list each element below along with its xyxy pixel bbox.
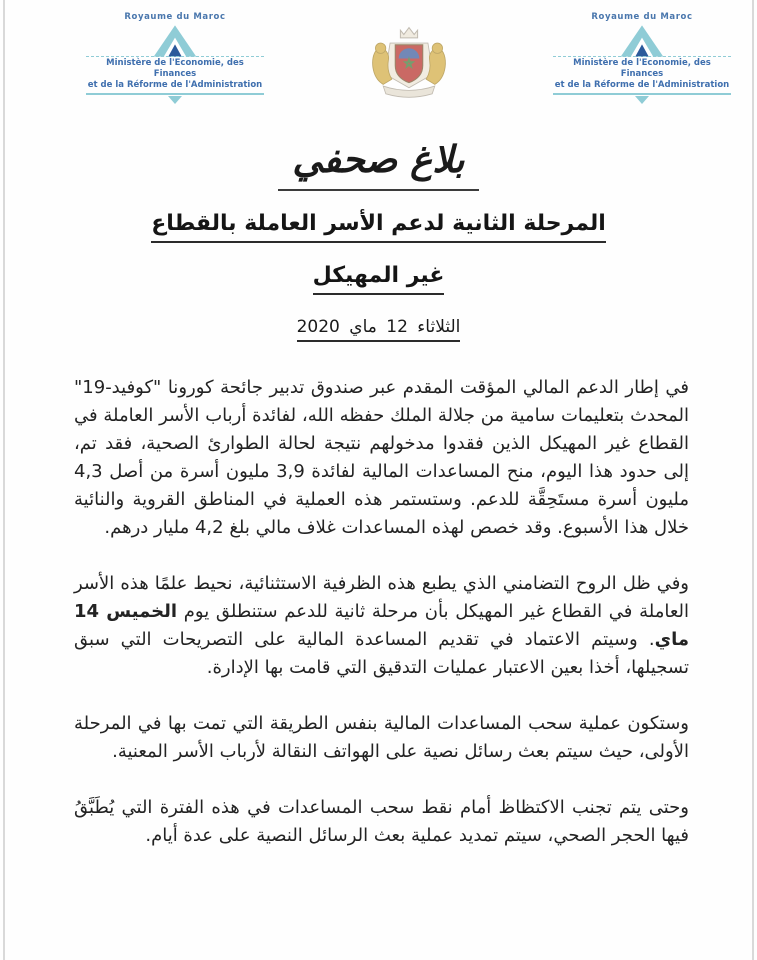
- ministry-triangle-icon: [614, 24, 670, 58]
- kingdom-label: Royaume du Maroc: [124, 12, 226, 22]
- press-release-title: [0, 138, 757, 191]
- moroccan-royal-emblem-icon: [366, 24, 452, 100]
- subtitle-line2: غير المهيكل: [0, 263, 757, 295]
- coat-of-arms: [366, 24, 452, 104]
- press-release-title-text: بلاغ صحفي: [278, 138, 478, 191]
- paragraph-1: في إطار الدعم المالي المؤقت المقدم عبر صندوق تدبير جائحة كورونا "كوفيد-19" المحدث بتعليمات سامية من جلالة الملك حفظه الله، لفائدة أرباب الأسر العاملة في القطاع غير المهيكل الذين فقدوا مدخولهم نتيجة لحالة الطوارئ الصحية، فقد تم، إلى حدود هذا اليوم، منح المساعدات المالية لفائدة 3,9 مليون أسرة من أصل 4,3 مليون أسرة مستَحِقَّة للدعم. وستستمر هذه العملية في المناطق القروية والنائية خلال هذا الأسبوع. وقد خصص لهذه المساعدات غلاف مالي بلغ 4,2 مليار درهم.: [74, 377, 689, 538]
- ministry-name-line2: et de la Réforme de l'Administration: [87, 80, 263, 90]
- dateline: [0, 317, 757, 342]
- paragraph-2-bold-date: الخميس 14 ماي: [74, 601, 689, 650]
- page-left-edge: [3, 0, 5, 960]
- subtitle-line1: المرحلة الثانية لدعم الأسر العاملة بالقطاع: [0, 211, 757, 243]
- ministry-name-line2: et de la Réforme de l'Administration: [554, 80, 730, 90]
- kingdom-label: Royaume du Maroc: [591, 12, 693, 22]
- body-text: [74, 374, 689, 850]
- ministry-triangle-icon: [147, 24, 203, 58]
- ministry-logo-left: [86, 12, 264, 104]
- paragraph-2-post: . وسيتم الاعتماد في تقديم المساعدة المالية على التصريحات التي سبق تسجيلها، أخذا بعين الاعتبار عمليات التدقيق التي قامت بها الإدارة.: [74, 629, 689, 678]
- paragraph-3: وستكون عملية سحب المساعدات المالية بنفس الطريقة التي تمت بها في المرحلة الأولى، حيث سيتم بعث رسائل نصية على الهواتف النقالة لأرباب الأسر المعنية.: [74, 713, 689, 762]
- ministry-name-line1: Ministère de l'Economie, des Finances: [106, 58, 244, 79]
- ministry-name: [86, 56, 264, 95]
- page-right-edge: [752, 0, 754, 960]
- paragraph-2-pre: وفي ظل الروح التضامني الذي يطبع هذه الظرفية الاستثنائية، نحيط علمًا هذه الأسر العاملة في القطاع غير المهيكل بأن مرحلة ثانية للدعم ستنطلق يوم: [74, 573, 690, 622]
- paragraph-2: [74, 570, 689, 682]
- paragraph-4: وحتى يتم تجنب الاكتظاظ أمام نقط سحب المساعدات في هذه الفترة التي يُطَبَّقُ فيها الحجر الصحي، سيتم تمديد عملية بعث الرسائل النصية على عدة أيام.: [74, 797, 689, 846]
- logo-down-triangle-icon: [168, 96, 182, 104]
- date-text: الثلاثاء 12 ماي 2020: [297, 317, 461, 342]
- ministry-name: [553, 56, 731, 95]
- header: [0, 0, 757, 104]
- ministry-name-line1: Ministère de l'Economie, des Finances: [573, 58, 711, 79]
- ministry-logo-right: [553, 12, 731, 104]
- logo-down-triangle-icon: [635, 96, 649, 104]
